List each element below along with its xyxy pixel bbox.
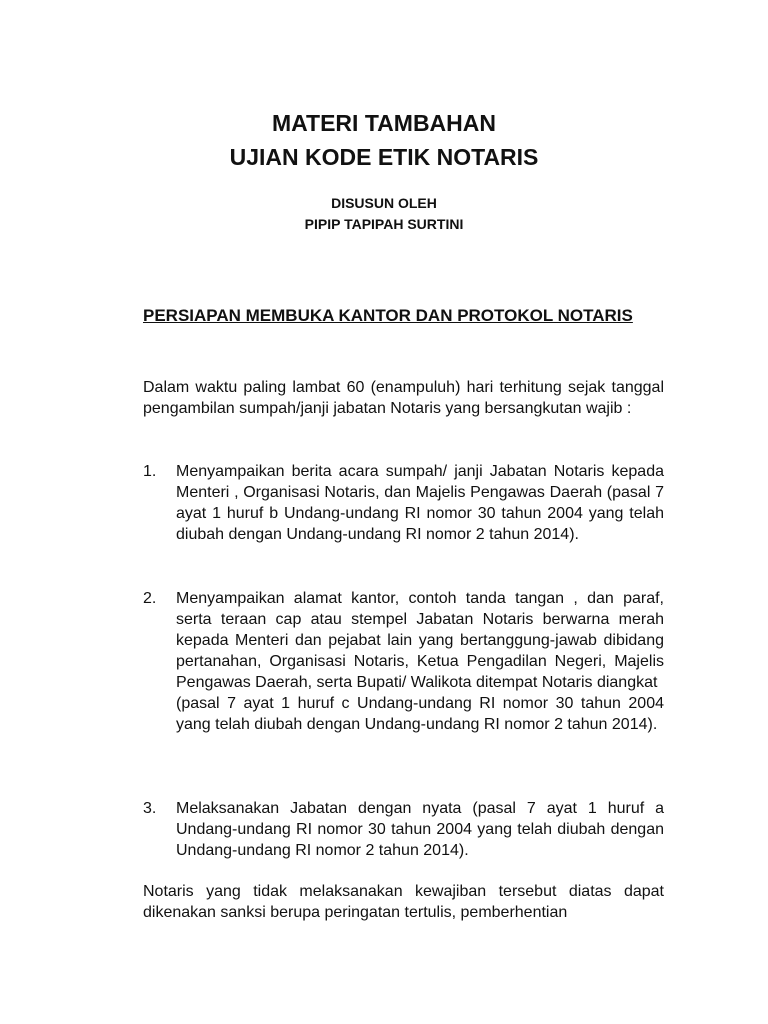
intro-paragraph: Dalam waktu paling lambat 60 (enampuluh) hari terhitung sejak tanggal pengambilan sumpah/janji jabatan Notaris yang bersangkutan wajib : [143,379,664,417]
list-item-text: Menyampaikan alamat kantor, contoh tanda tangan , dan paraf, serta teraan cap atau stempel Jabatan Notaris berwarna merah kepada Menteri dan pejabat lain yang bertanggung-jawab dibidang pertanahan, Organisasi Notaris, Ketua Pengadilan Negeri, Majelis Pengawas Daerah, serta Bupati/ Walikota ditempat Notaris diangkat [176,590,664,691]
list-item [143,588,664,735]
document-title: MATERI TAMBAHAN [271,110,496,136]
list-item [143,461,664,545]
author-name: PIPIP TAPIPAH SURTINI [304,216,464,232]
author-label: DISUSUN OLEH [331,195,437,211]
list-item-text: Menyampaikan berita acara sumpah/ janji Jabatan Notaris kepada Menteri , Organisasi Notaris, dan Majelis Pengawas Daerah (pasal 7 ayat 1 huruf b Undang-undang RI nomor 30 tahun 2004 yang telah diubah dengan Undang-undang RI nomor 2 tahun 2014). [176,463,664,543]
list-item [143,798,664,861]
closing-paragraph: Notaris yang tidak melaksanakan kewajiban tersebut diatas dapat dikenakan sanksi berupa peringatan tertulis, pemberhentian [143,883,664,921]
list-item-text: Melaksanakan Jabatan dengan nyata (pasal 7 ayat 1 huruf a Undang-undang RI nomor 30 tahun 2004 yang telah diubah dengan Undang-undang RI nomor 2 tahun 2014). [176,800,664,859]
list-item-number: 2. [143,590,157,607]
section-heading: PERSIAPAN MEMBUKA KANTOR DAN PROTOKOL NOTARIS [143,306,633,325]
document-subtitle: UJIAN KODE ETIK NOTARIS [229,144,539,170]
list-item-number: 3. [143,800,157,817]
list-item-text-continuation: (pasal 7 ayat 1 huruf c Undang-undang RI nomor 30 tahun 2004 yang telah diubah dengan Undang-undang RI nomor 2 tahun 2014). [176,695,664,733]
list-item-number: 1. [143,463,157,480]
